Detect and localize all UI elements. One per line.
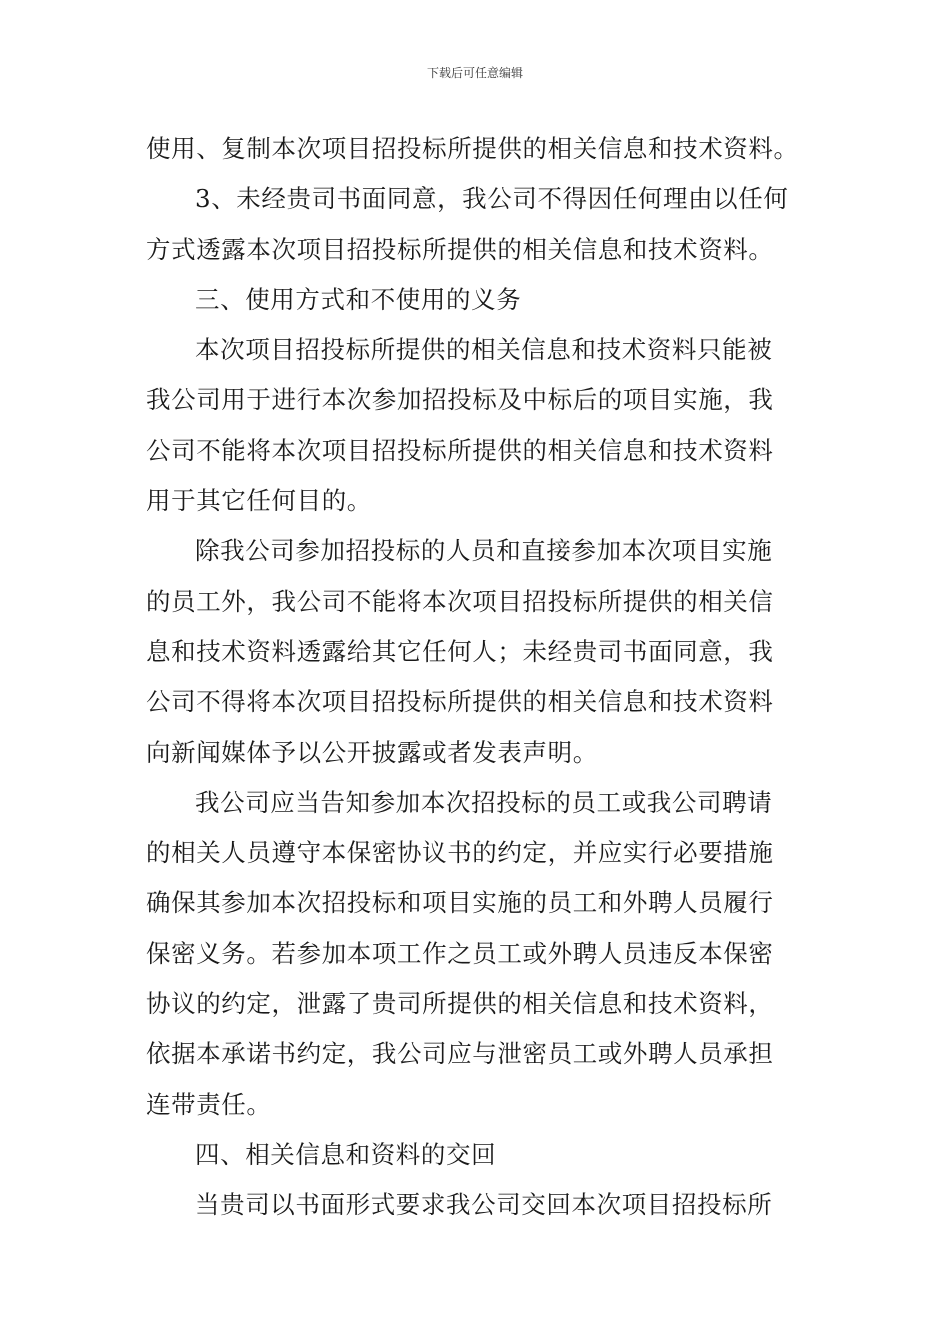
text-line: 公司不能将本次项目招投标所提供的相关信息和技术资料 [146, 435, 774, 465]
text-line: 协议的约定，泄露了贵司所提供的相关信息和技术资料， [146, 989, 774, 1019]
text-line: 的相关人员遵守本保密协议书的约定，并应实行必要措施 [146, 838, 774, 868]
text-line: 公司不得将本次项目招投标所提供的相关信息和技术资料 [146, 687, 774, 717]
text-line: 连带责任。 [146, 1089, 272, 1119]
text-line: 确保其参加本次招投标和项目实施的员工和外聘人员履行 [146, 888, 774, 918]
text-line: 我公司用于进行本次参加招投标及中标后的项目实施，我 [146, 385, 774, 415]
text-line: 我公司应当告知参加本次招投标的员工或我公司聘请 [195, 787, 773, 817]
text-line: 本次项目招投标所提供的相关信息和技术资料只能被 [195, 335, 773, 365]
text-line: 当贵司以书面形式要求我公司交回本次项目招投标所 [195, 1190, 773, 1220]
text-line: 除我公司参加招投标的人员和直接参加本次项目实施 [195, 536, 773, 566]
text-line: 的员工外，我公司不能将本次项目招投标所提供的相关信 [146, 586, 774, 616]
document-body [146, 124, 810, 1231]
text-line: 用于其它任何目的。 [146, 486, 372, 516]
page-header: 下载后可任意编辑 [426, 66, 523, 80]
text-line: 向新闻媒体予以公开披露或者发表声明。 [146, 737, 598, 767]
text-line: 保密义务。若参加本项工作之员工或外聘人员违反本保密 [146, 938, 774, 968]
text-line: 使用、复制本次项目招投标所提供的相关信息和技术资料。 [146, 134, 799, 163]
text-line: 方式透露本次项目招投标所提供的相关信息和技术资料。 [146, 234, 774, 264]
text-line: 依据本承诺书约定，我公司应与泄密员工或外聘人员承担 [146, 1039, 774, 1069]
section-heading: 三、使用方式和不使用的义务 [195, 284, 522, 314]
section-heading: 四、相关信息和资料的交回 [195, 1139, 497, 1169]
text-line: 息和技术资料透露给其它任何人；未经贵司书面同意，我 [146, 636, 774, 666]
text-line: 3、未经贵司书面同意，我公司不得因任何理由以任何 [195, 184, 789, 214]
